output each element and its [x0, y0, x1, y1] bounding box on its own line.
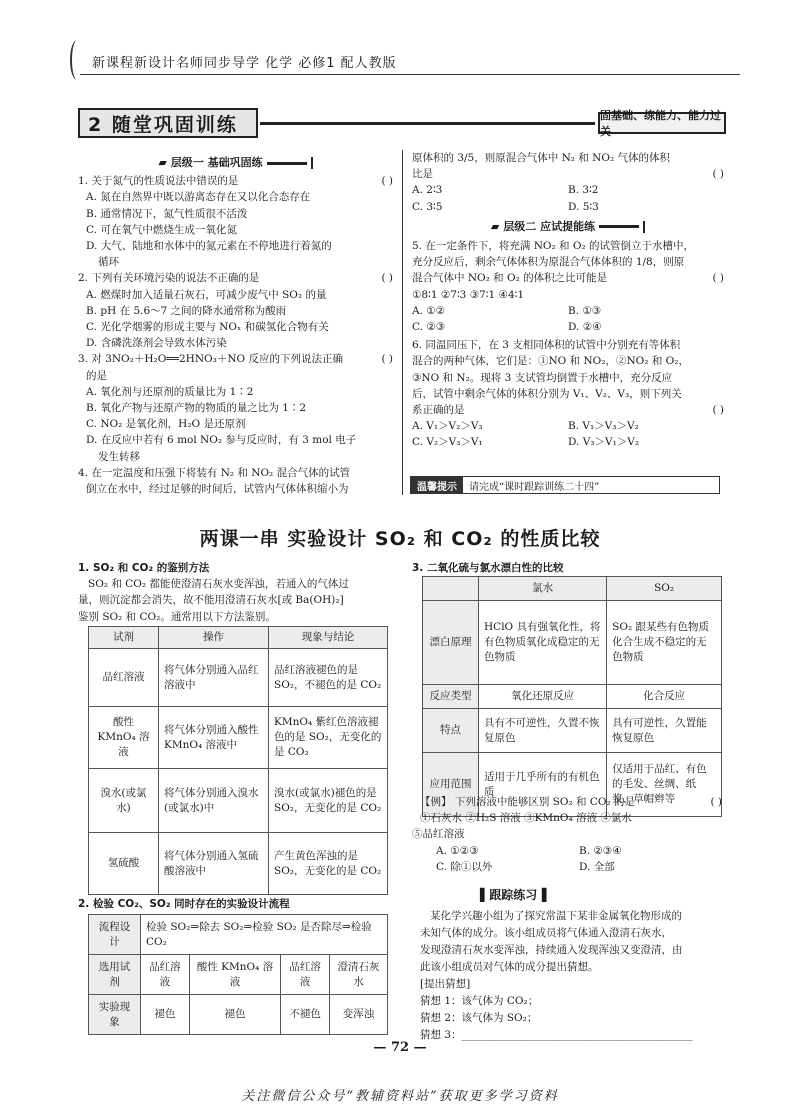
question-line: 发生转移 — [98, 450, 140, 463]
table-row: 品红溶液 将气体分别通入品红溶液中 品红溶液褪色的是 SO₂，不褪色的是 CO₂ — [89, 649, 388, 707]
q6: 6. 同温同压下，在 3 支相同体积的试管中分别充有等体积 混合的两种气体，它们是：①NO 和 NO₂，②NO₂ 和 O₂， ③NO 和 N₂。现将 3 支试管均倒置于水槽中，充分反应 后，试管中剩余气体的体积分别为 V₁、V₂、V₃，则下列关 系正确的是 ( ) A. V₁＞V₂＞V₃ B. V₁＞V₃＞V₂ C. V₂＞V₃＞V₁ D. V₃＞V₁＞V₂ — [412, 337, 724, 450]
question-line: A. 氧化剂与还原剂的质量比为 1∶2 — [86, 385, 254, 398]
table-identification: 试剂 操作 现象与结论 品红溶液 将气体分别通入品红溶液中 品红溶液褪色的是 SO₂，不褪色的是 CO₂ 酸性 KMnO₄ 溶液 将气体分别通入酸性 KMnO₄ 溶液中 KMnO₄ 紫红色溶液褪色的是 SO₂，无变化的是 CO₂ 溴水(或氯水) 将气体分别通入溴水(或氯水)中 溴水(或氯水)褪色的是 SO₂，无变化的是 CO₂ 氢硫酸 将气体分别通入氢硫酸溶液中 产生黄色浑浊的是 SO₂，无变化的是 CO₂ — [88, 626, 388, 895]
reminder-text: 请完成“课时跟踪训练二十四” — [469, 481, 600, 493]
section-title: 两课一串 实验设计 SO₂ 和 CO₂ 的性质比较 — [199, 528, 601, 550]
banner-title: 2 随堂巩固训练 — [78, 108, 258, 138]
table-flow: 流程设计 检验 SO₂⇒除去 SO₂⇒检验 SO₂ 是否除尽⇒检验 CO₂ 选用试剂 品红溶液 酸性 KMnO₄ 溶液 品红溶液 澄清石灰水 实验现象 褪色 褪色 不褪色 变浑浊 — [88, 914, 388, 1035]
question-line: D. 大气、陆地和水体中的氮元素在不停地进行着氮的 — [86, 240, 332, 253]
example-question: 【例】 下列溶液中能够区别 SO₂ 和 CO₂ 的是 ( ) ①石灰水 ②H₂S 溶液 ③KMnO₄ 溶液 ④氯水 ⑤品红溶液 A. ①②③ B. ②③④ C. 除①以外 D. 全部 — [420, 794, 722, 875]
question-line: D. 在反应中若有 6 mol NO₂ 参与反应时，有 3 mol 电子 — [86, 434, 357, 447]
question-line: C. 可在氧气中燃烧生成一氧化氮 — [86, 223, 237, 236]
reminder-label: 温馨提示 — [411, 477, 463, 493]
practice-text: 某化学兴趣小组为了探究常温下某非金属氧化物形成的 未知气体的成分。该小组成员将气体通入澄清石灰水， 发现澄清石灰水变浑浊，持续通入发现浑浊又变澄清，由 此该小组成员对气体的成分提出猜想。 [提出猜想] 猜想 1：该气体为 CO₂； 猜想 2：该气体为 SO₂； 猜想 3：____________________________________________ — [420, 910, 693, 1041]
table-row: 特点 具有不可逆性，久置不恢复原色 具有可逆性，久置能恢复原色 — [423, 709, 722, 753]
level2-heading: ▰ 层级二 应试提能练 — [412, 219, 724, 235]
question-line: 循环 — [98, 256, 119, 269]
part3-title: 3. 二氧化硫与氯水漂白性的比较 — [412, 562, 564, 574]
question-line: 2. 下列有关环境污染的说法不正确的是 ( ) — [78, 272, 393, 285]
question-line: B. pH 在 5.6～7 之间的降水通常称为酸雨 — [86, 304, 287, 317]
question-line: D. 含磷洗涤剂会导致水体污染 — [86, 337, 227, 350]
question-line: C. 光化学烟雾的形成主要与 NOₓ 和碳氢化合物有关 — [86, 321, 329, 334]
table-row: 应用范围 适用于几乎所有的有机色质 仅适用于品红、有色的毛发、丝绸、纸浆、草帽辫等 — [423, 753, 722, 817]
table-row: 酸性 KMnO₄ 溶液 将气体分别通入酸性 KMnO₄ 溶液中 KMnO₄ 紫红色溶液褪色的是 SO₂，无变化的是 CO₂ — [89, 707, 388, 769]
banner-rule — [260, 122, 595, 125]
table-row: 反应类型 氧化还原反应 化合反应 — [423, 685, 722, 709]
track-practice-heading: ▌跟踪练习▐ — [480, 888, 547, 902]
q5-options: A. ①② B. ①③ C. ②③ D. ②④ — [412, 304, 602, 334]
flag-icon: ▰ — [490, 219, 500, 233]
question-line: B. 氧化产物与还原产物的物质的量之比为 1∶2 — [86, 402, 307, 415]
table-row: 氢硫酸 将气体分别通入氢硫酸溶液中 产生黄色浑浊的是 SO₂，无变化的是 CO₂ — [89, 833, 388, 895]
question-line: 3. 对 3NO₂＋H₂O══2HNO₃＋NO 反应的下列说法正确 ( ) — [78, 353, 393, 366]
q5: 5. 在一定条件下，将充满 NO₂ 和 O₂ 的试管倒立于水槽中， 充分反应后，剩余气体体积为原混合气体体积的 1/8，则原 混合气体中 NO₂ 和 O₂ 的体积之比可能是 ( ) ①8∶1 ②7∶3 ③7∶1 ④4∶1 A. ①② B. ①③ C. ②③ D. ②④ — [412, 238, 724, 335]
header-rule — [80, 74, 740, 75]
question-line: 4. 在一定温度和压强下将装有 N₂ 和 NO₂ 混合气体的试管 — [78, 466, 351, 479]
left-question-list — [78, 173, 393, 497]
question-line: B. 通常情况下，氮气性质很不活泼 — [86, 207, 248, 220]
q4-continued: 原体积的 3/5，则原混合气体中 N₂ 和 NO₂ 气体的体积 比是 ( ) A. 2∶3 B. 3∶2 C. 3∶5 D. 5∶3 — [412, 150, 724, 215]
part2-title: 2. 检验 CO₂、SO₂ 同时存在的实验设计流程 — [78, 898, 290, 910]
part1: 1. SO₂ 和 CO₂ 的鉴别方法 SO₂ 和 CO₂ 都能使澄清石灰水变浑浊，若通入的气体过 量，则沉淀都会消失，故不能用澄清石灰水[或 Ba(OH)₂] 鉴别 SO₂ 和 CO₂。通常用以下方法鉴别。 — [78, 562, 349, 623]
right-column — [412, 150, 724, 451]
q6-options: A. V₁＞V₂＞V₃ B. V₁＞V₃＞V₂ C. V₂＞V₃＞V₁ D. V₃＞V₁＞V₂ — [412, 420, 640, 449]
question-line: 倒立在水中，经过足够的时间后，试管内气体体积缩小为 — [86, 483, 349, 496]
banner-subtitle: 固基础、练能力、能力过关 — [598, 112, 726, 134]
table-row: 漂白原理 HClO 具有强氧化性，将有色物质氧化成稳定的无色物质 SO₂ 跟某些有色物质化合生成不稳定的无色物质 — [423, 601, 722, 685]
section-banner — [78, 108, 726, 138]
column-divider — [402, 150, 403, 495]
flag-icon: ▰ — [158, 156, 167, 169]
level1-heading: ▰ 层级一 基础巩固练 — [78, 155, 393, 171]
table-bleach: 氯水 SO₂ 漂白原理 HClO 具有强氧化性，将有色物质氧化成稳定的无色物质 SO₂ 跟某些有色物质化合生成不稳定的无色物质 反应类型 氧化还原反应 化合反应 特点 具有不可逆性，久置不恢复原色 具有可逆性，久置能恢复原色 应用范围 适用于几乎所有的有机色质 仅适用于品红、有色的毛发、丝绸、纸浆、草帽辫等 — [422, 576, 722, 817]
running-header: 新课程新设计名师同步导学 化学 必修1 配人教版 — [92, 56, 397, 71]
q4-options: A. 2∶3 B. 3∶2 C. 3∶5 D. 5∶3 — [412, 184, 599, 213]
table-row: 溴水(或氯水) 将气体分别通入溴水(或氯水)中 溴水(或氯水)褪色的是 SO₂，无变化的是 CO₂ — [89, 769, 388, 833]
page-number: — 72 — — [373, 1040, 427, 1055]
question-line: A. 燃煤时加入适量石灰石，可减少废气中 SO₂ 的量 — [86, 288, 327, 301]
question-line: C. NO₂ 是氧化剂，H₂O 是还原剂 — [86, 418, 246, 431]
footer-note: 关注微信公众号“教辅资料站”获取更多学习资料 — [241, 1089, 559, 1104]
question-line: 1. 关于氮气的性质说法中错误的是 ( ) — [78, 175, 393, 188]
table-row: 选用试剂 品红溶液 酸性 KMnO₄ 溶液 品红溶液 澄清石灰水 — [89, 955, 388, 995]
example-options: A. ①②③ B. ②③④ C. 除①以外 D. 全部 — [436, 844, 622, 873]
question-line: A. 氮在自然界中既以游离态存在又以化合态存在 — [86, 191, 311, 204]
left-column — [78, 155, 393, 497]
reminder-box — [410, 476, 720, 494]
question-line: 的是 — [86, 369, 107, 382]
table-row: 实验现象 褪色 褪色 不褪色 变浑浊 — [89, 995, 388, 1035]
